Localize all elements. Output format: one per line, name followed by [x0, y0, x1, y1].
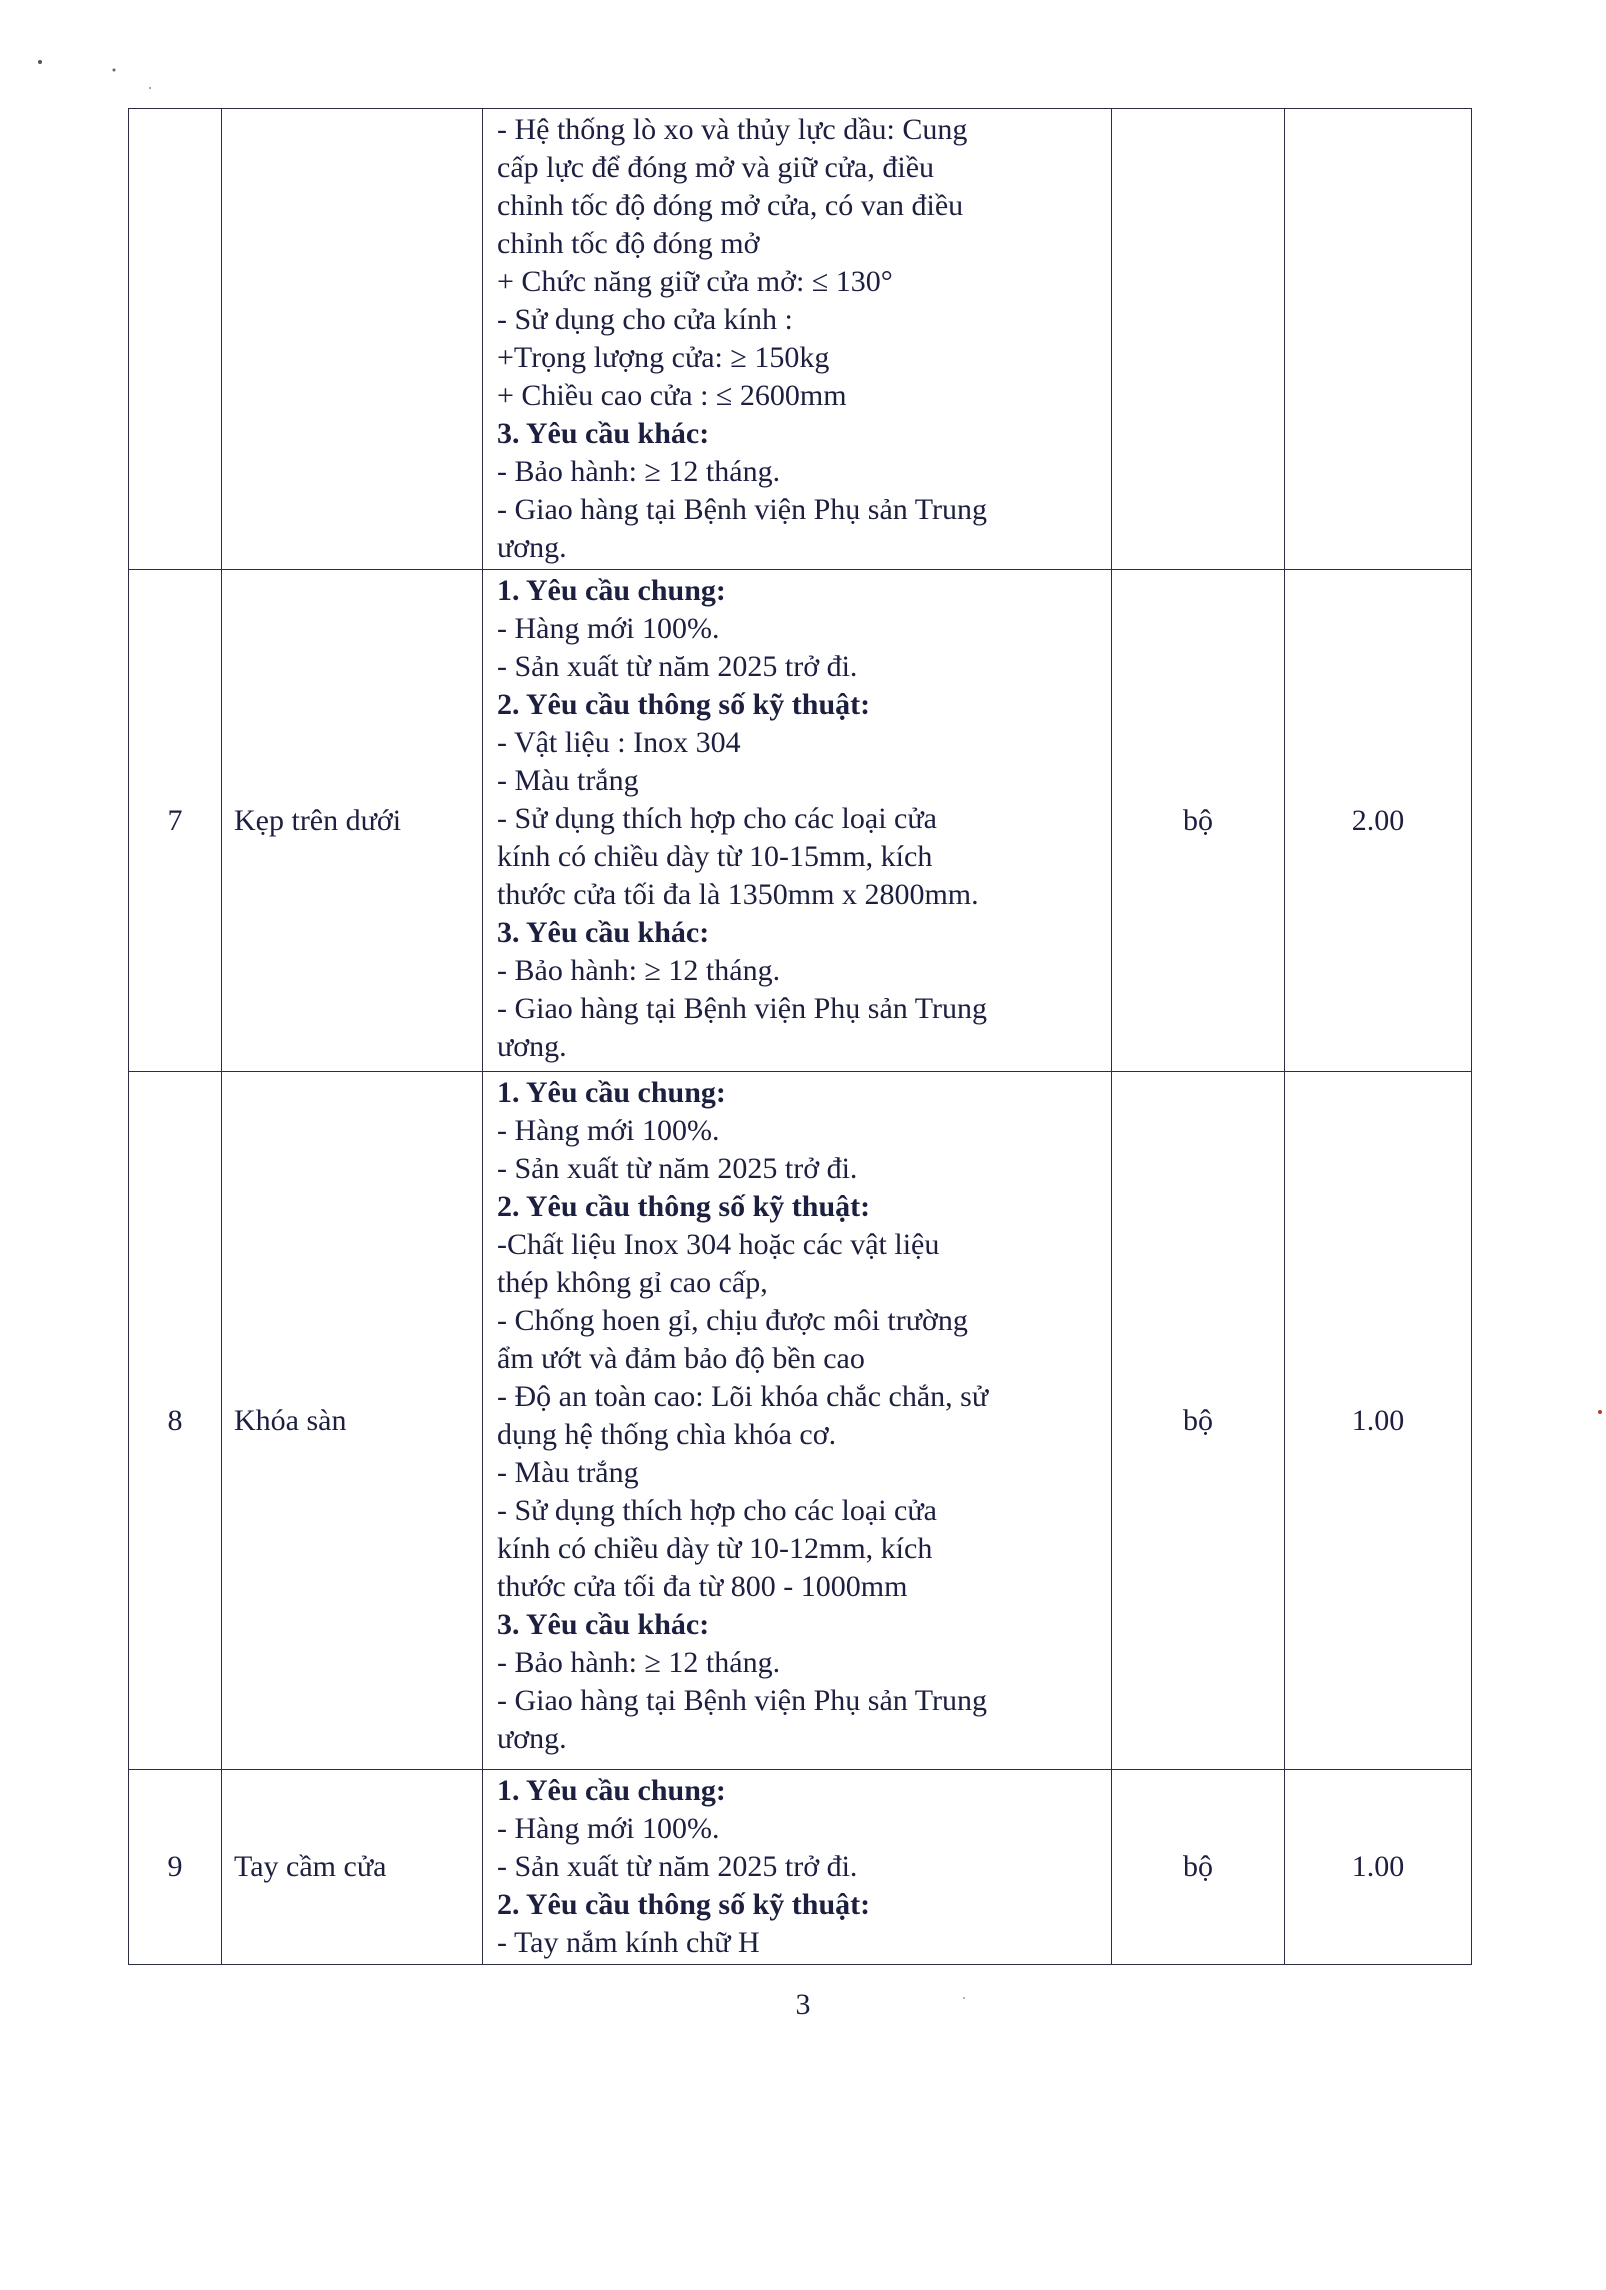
scan-speck: [38, 60, 42, 64]
spec-line: - Vật liệu : Inox 304: [497, 726, 741, 759]
spec-line: - Bảo hành: ≥ 12 tháng.: [497, 455, 781, 488]
spec-line: -Chất liệu Inox 304 hoặc các vật liệu: [497, 1228, 940, 1261]
spec-line: - Sử dụng cho cửa kính :: [497, 303, 793, 336]
quantity-cell: 1.00: [1285, 1770, 1472, 1965]
spec-heading: 3. Yêu cầu khác:: [497, 417, 710, 450]
spec-heading: 1. Yêu cầu chung:: [497, 574, 726, 607]
row-number-cell: 7: [129, 570, 222, 1072]
scan-speck: [113, 69, 116, 72]
spec-heading: 2. Yêu cầu thông số kỹ thuật:: [497, 1888, 871, 1921]
specification-cell: [483, 1072, 1112, 1770]
spec-line: - Chống hoen gỉ, chịu được môi trường: [497, 1304, 968, 1337]
spec-line: + Chức năng giữ cửa mở: ≤ 130°: [497, 265, 893, 298]
spec-line: thước cửa tối đa là 1350mm x 2800mm.: [497, 878, 979, 911]
spec-line: - Sản xuất từ năm 2025 trở đi.: [497, 650, 858, 683]
spec-heading: 1. Yêu cầu chung:: [497, 1076, 726, 1109]
spec-line: ẩm ướt và đảm bảo độ bền cao: [497, 1342, 865, 1375]
table-row: [129, 1072, 1472, 1770]
spec-line: - Tay nắm kính chữ H: [497, 1926, 760, 1959]
unit-cell: [1112, 109, 1285, 570]
spec-line: chỉnh tốc độ đóng mở: [497, 227, 760, 260]
unit-cell: bộ: [1112, 1072, 1285, 1770]
spec-line: thước cửa tối đa từ 800 - 1000mm: [497, 1570, 908, 1603]
quantity-cell: [1285, 109, 1472, 570]
specification-cell: [483, 109, 1112, 570]
table-row: [129, 1770, 1472, 1965]
spec-line: - Sử dụng thích hợp cho các loại cửa: [497, 1494, 937, 1527]
spec-line: - Giao hàng tại Bệnh viện Phụ sản Trung: [497, 493, 987, 526]
spec-line: thép không gỉ cao cấp,: [497, 1266, 768, 1299]
spec-heading: 1. Yêu cầu chung:: [497, 1774, 726, 1807]
spec-line: - Hàng mới 100%.: [497, 1812, 720, 1845]
spec-line: ương.: [497, 531, 567, 564]
item-name-cell: Tay cầm cửa: [222, 1770, 483, 1965]
quantity-cell: 2.00: [1285, 570, 1472, 1072]
item-name-cell: [222, 109, 483, 570]
spec-heading: 2. Yêu cầu thông số kỹ thuật:: [497, 1190, 871, 1223]
spec-line: cấp lực để đóng mở và giữ cửa, điều: [497, 151, 935, 184]
spec-line: +Trọng lượng cửa: ≥ 150kg: [497, 341, 830, 374]
spec-line: - Giao hàng tại Bệnh viện Phụ sản Trung: [497, 992, 987, 1025]
spec-line: - Sử dụng thích hợp cho các loại cửa: [497, 802, 937, 835]
spec-heading: 3. Yêu cầu khác:: [497, 1608, 710, 1641]
row-number-cell: 8: [129, 1072, 222, 1770]
spec-heading: 2. Yêu cầu thông số kỹ thuật:: [497, 688, 871, 721]
spec-line: ương.: [497, 1030, 567, 1063]
spec-line: - Bảo hành: ≥ 12 tháng.: [497, 954, 781, 987]
spec-line: kính có chiều dày từ 10-12mm, kích: [497, 1532, 933, 1565]
spec-line: - Hàng mới 100%.: [497, 1114, 720, 1147]
spec-line: dụng hệ thống chìa khóa cơ.: [497, 1418, 837, 1451]
spec-line: - Sản xuất từ năm 2025 trở đi.: [497, 1850, 858, 1883]
item-name-cell: Kẹp trên dưới: [222, 570, 483, 1072]
row-number-cell: 9: [129, 1770, 222, 1965]
specification-cell: [483, 570, 1112, 1072]
specification-cell: [483, 1770, 1112, 1965]
table-row: [129, 109, 1472, 570]
spec-line: - Bảo hành: ≥ 12 tháng.: [497, 1646, 781, 1679]
quantity-cell: 1.00: [1285, 1072, 1472, 1770]
spec-line: - Giao hàng tại Bệnh viện Phụ sản Trung: [497, 1684, 987, 1717]
scan-speck: [149, 87, 151, 89]
spec-line: - Màu trắng: [497, 764, 639, 797]
spec-line: chỉnh tốc độ đóng mở cửa, có van điều: [497, 189, 964, 222]
spec-line: + Chiều cao cửa : ≤ 2600mm: [497, 379, 847, 412]
spec-line: kính có chiều dày từ 10-15mm, kích: [497, 840, 933, 873]
table-body: [129, 109, 1472, 1965]
page-number: 3: [795, 1988, 811, 2021]
item-name-cell: Khóa sàn: [222, 1072, 483, 1770]
specification-table: [128, 108, 1472, 1965]
spec-line: - Sản xuất từ năm 2025 trở đi.: [497, 1152, 858, 1185]
spec-line: - Hàng mới 100%.: [497, 612, 720, 645]
unit-cell: bộ: [1112, 570, 1285, 1072]
spec-heading: 3. Yêu cầu khác:: [497, 916, 710, 949]
scan-speck: [1598, 1410, 1602, 1414]
spec-line: - Hệ thống lò xo và thủy lực dầu: Cung: [497, 113, 968, 146]
unit-cell: bộ: [1112, 1770, 1285, 1965]
row-number-cell: [129, 109, 222, 570]
spec-line: ương.: [497, 1722, 567, 1755]
spec-line: - Màu trắng: [497, 1456, 639, 1489]
table-row: [129, 570, 1472, 1072]
spec-line: - Độ an toàn cao: Lõi khóa chắc chắn, sử: [497, 1380, 989, 1413]
